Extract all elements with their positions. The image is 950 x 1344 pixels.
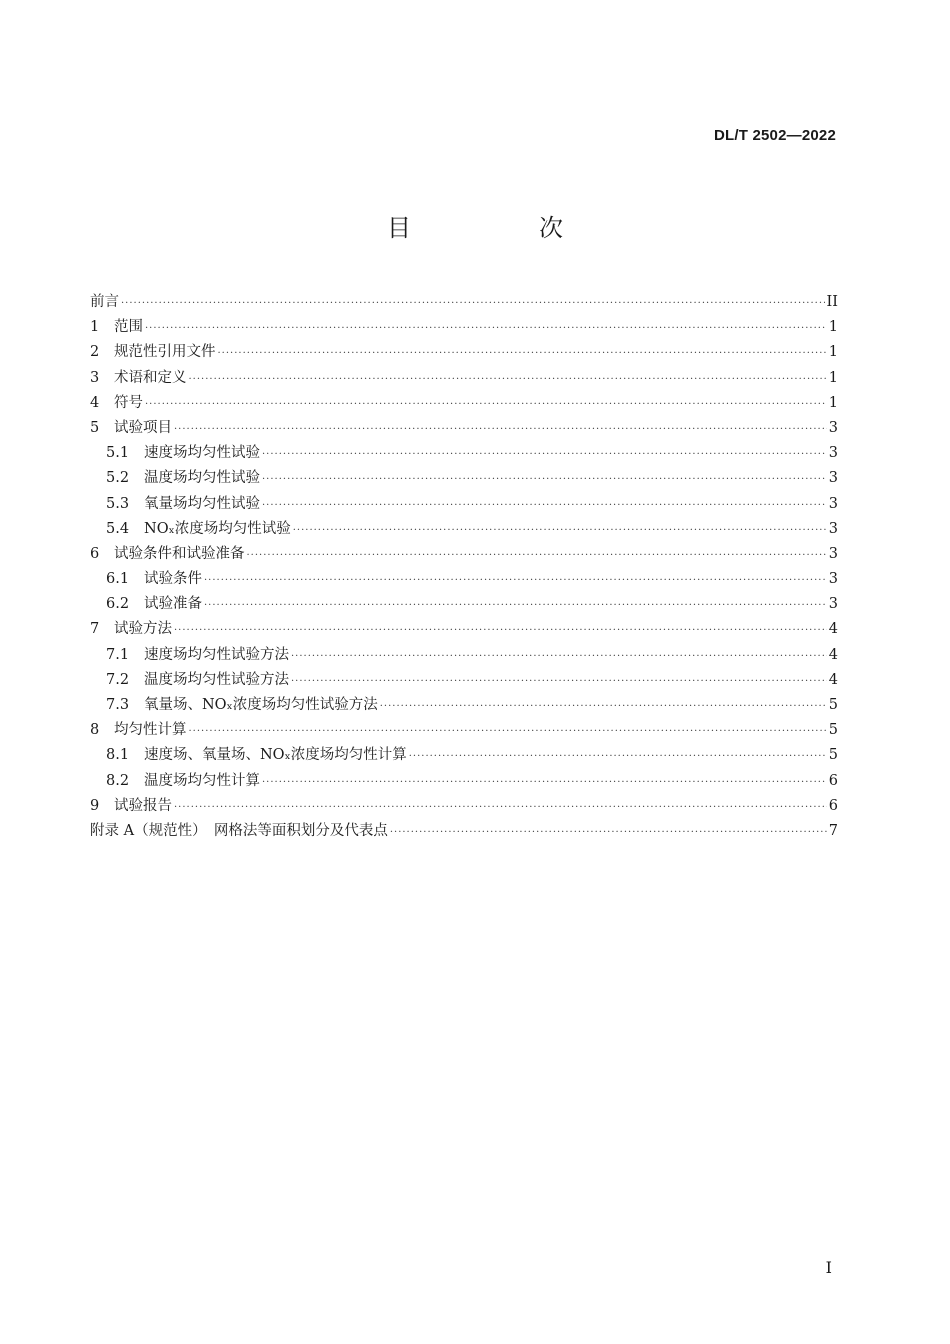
toc-entry-number: 8.2	[106, 772, 130, 789]
toc-entry-number: 5.3	[106, 495, 130, 512]
toc-entry-label: 符号	[114, 394, 143, 411]
toc-entry[interactable]	[90, 290, 838, 315]
toc-entry-page: 3	[828, 419, 838, 436]
toc-entry-page: 1	[828, 394, 838, 411]
toc-entry-number: 7.2	[106, 671, 130, 688]
toc-entry-number: 8	[90, 722, 100, 739]
toc-leader-dots	[262, 500, 827, 511]
toc-leader-dots	[291, 676, 827, 687]
toc-entry-label: 前言	[90, 294, 119, 310]
toc-leader-dots	[262, 474, 827, 485]
toc-entry-label: NOₓ浓度场均匀性试验	[144, 520, 291, 537]
toc-entry-number: 5	[90, 419, 100, 436]
toc-entry[interactable]	[90, 769, 838, 794]
toc-leader-dots	[189, 726, 827, 737]
toc-entry-page: 3	[828, 470, 838, 487]
toc-entry-label: 速度场均匀性试验方法	[144, 646, 289, 663]
toc-entry-label: 氧量场均匀性试验	[144, 495, 260, 512]
toc-entry[interactable]	[90, 366, 838, 391]
toc-entry[interactable]	[90, 592, 838, 617]
toc-leader-dots	[145, 323, 827, 334]
toc-entry-number: 6.2	[106, 596, 130, 613]
toc-entry-number: 7.1	[106, 646, 130, 663]
toc-entry[interactable]	[90, 693, 838, 718]
toc-entry-label: 温度场均匀性计算	[144, 772, 260, 789]
toc-entry-label: 试验报告	[114, 797, 172, 814]
toc-entry-number: 5.4	[106, 520, 130, 537]
standard-number: DL/T 2502—2022	[713, 127, 836, 144]
toc-entry[interactable]	[90, 794, 838, 819]
page-number: I	[825, 1258, 832, 1277]
toc-entry-label: 氧量场、NOₓ浓度场均匀性试验方法	[144, 697, 378, 713]
toc-entry-label: 试验项目	[114, 419, 172, 436]
toc-entry[interactable]	[90, 517, 838, 542]
toc-entry-page: II	[826, 294, 838, 310]
toc-entry[interactable]	[90, 819, 838, 844]
toc-entry-page: 5	[828, 697, 838, 713]
toc-entry-label: 温度场均匀性试验	[144, 470, 260, 487]
toc-entry[interactable]	[90, 441, 838, 466]
toc-entry-number: 7.3	[106, 697, 130, 713]
table-of-contents	[90, 290, 838, 844]
toc-leader-dots	[390, 827, 827, 838]
toc-leader-dots	[291, 651, 827, 662]
toc-entry-label: 均匀性计算	[114, 722, 187, 739]
toc-leader-dots	[262, 449, 827, 460]
toc-leader-dots	[293, 525, 827, 536]
toc-entry[interactable]	[90, 391, 838, 416]
toc-entry-label: 试验方法	[114, 621, 172, 638]
toc-leader-dots	[121, 298, 825, 309]
toc-entry-page: 3	[828, 545, 838, 562]
toc-entry-number: 3	[90, 369, 100, 386]
toc-entry-page: 6	[828, 772, 838, 789]
toc-entry-label: 附录 A（规范性） 网格法等面积划分及代表点	[90, 822, 388, 839]
toc-entry-page: 6	[828, 797, 838, 814]
toc-entry-label: 速度场均匀性试验	[144, 445, 260, 462]
toc-entry-label: 术语和定义	[114, 369, 187, 386]
toc-entry[interactable]	[90, 542, 838, 567]
toc-leader-dots	[145, 399, 827, 410]
toc-entry-label: 速度场、氧量场、NOₓ浓度场均匀性计算	[144, 747, 407, 764]
toc-entry-number: 1	[90, 319, 100, 336]
toc-entry-page: 3	[828, 495, 838, 512]
toc-entry-number: 6.1	[106, 571, 130, 588]
toc-leader-dots	[174, 625, 827, 636]
toc-entry[interactable]	[90, 643, 838, 668]
toc-leader-dots	[204, 575, 827, 586]
toc-entry[interactable]	[90, 315, 838, 340]
toc-entry-label: 试验条件和试验准备	[114, 545, 245, 562]
toc-leader-dots	[247, 550, 827, 561]
toc-entry[interactable]	[90, 340, 838, 365]
toc-leader-dots	[380, 701, 827, 712]
toc-entry[interactable]	[90, 416, 838, 441]
toc-entry-page: 1	[828, 319, 838, 336]
toc-entry-label: 规范性引用文件	[114, 344, 216, 361]
toc-entry[interactable]	[90, 718, 838, 743]
toc-entry-page: 3	[828, 520, 838, 537]
toc-leader-dots	[262, 777, 827, 788]
toc-leader-dots	[174, 802, 827, 813]
toc-entry[interactable]	[90, 567, 838, 592]
toc-entry-label: 试验准备	[144, 596, 202, 613]
toc-entry[interactable]	[90, 668, 838, 693]
toc-entry-page: 4	[828, 671, 838, 688]
toc-entry-label: 温度场均匀性试验方法	[144, 671, 289, 688]
toc-entry-number: 2	[90, 344, 100, 361]
toc-entry[interactable]	[90, 743, 838, 768]
toc-entry-number: 5.1	[106, 445, 130, 462]
toc-leader-dots	[174, 424, 827, 435]
page-title: 目 次	[387, 214, 615, 242]
toc-leader-dots	[204, 600, 827, 611]
toc-entry-page: 3	[828, 445, 838, 462]
toc-leader-dots	[189, 374, 827, 385]
toc-entry-page: 1	[828, 344, 838, 361]
toc-entry-page: 1	[828, 369, 838, 386]
toc-entry-page: 7	[828, 822, 838, 839]
toc-entry-page: 5	[828, 747, 838, 764]
toc-entry-number: 7	[90, 621, 100, 638]
toc-leader-dots	[218, 348, 827, 359]
toc-entry-number: 4	[90, 394, 100, 411]
toc-entry-page: 3	[828, 596, 838, 613]
toc-leader-dots	[409, 751, 827, 762]
toc-entry[interactable]	[90, 466, 838, 491]
toc-entry-number: 8.1	[106, 747, 130, 764]
toc-entry-number: 6	[90, 545, 100, 562]
toc-entry-number: 5.2	[106, 470, 130, 487]
toc-entry-label: 范围	[114, 319, 143, 336]
toc-entry[interactable]	[90, 492, 838, 517]
toc-entry-label: 试验条件	[144, 571, 202, 588]
toc-entry-page: 3	[828, 571, 838, 588]
toc-entry-page: 4	[828, 621, 838, 638]
toc-entry-page: 4	[828, 646, 838, 663]
toc-entry-number: 9	[90, 797, 100, 814]
toc-entry[interactable]	[90, 617, 838, 642]
toc-entry-page: 5	[828, 722, 838, 739]
